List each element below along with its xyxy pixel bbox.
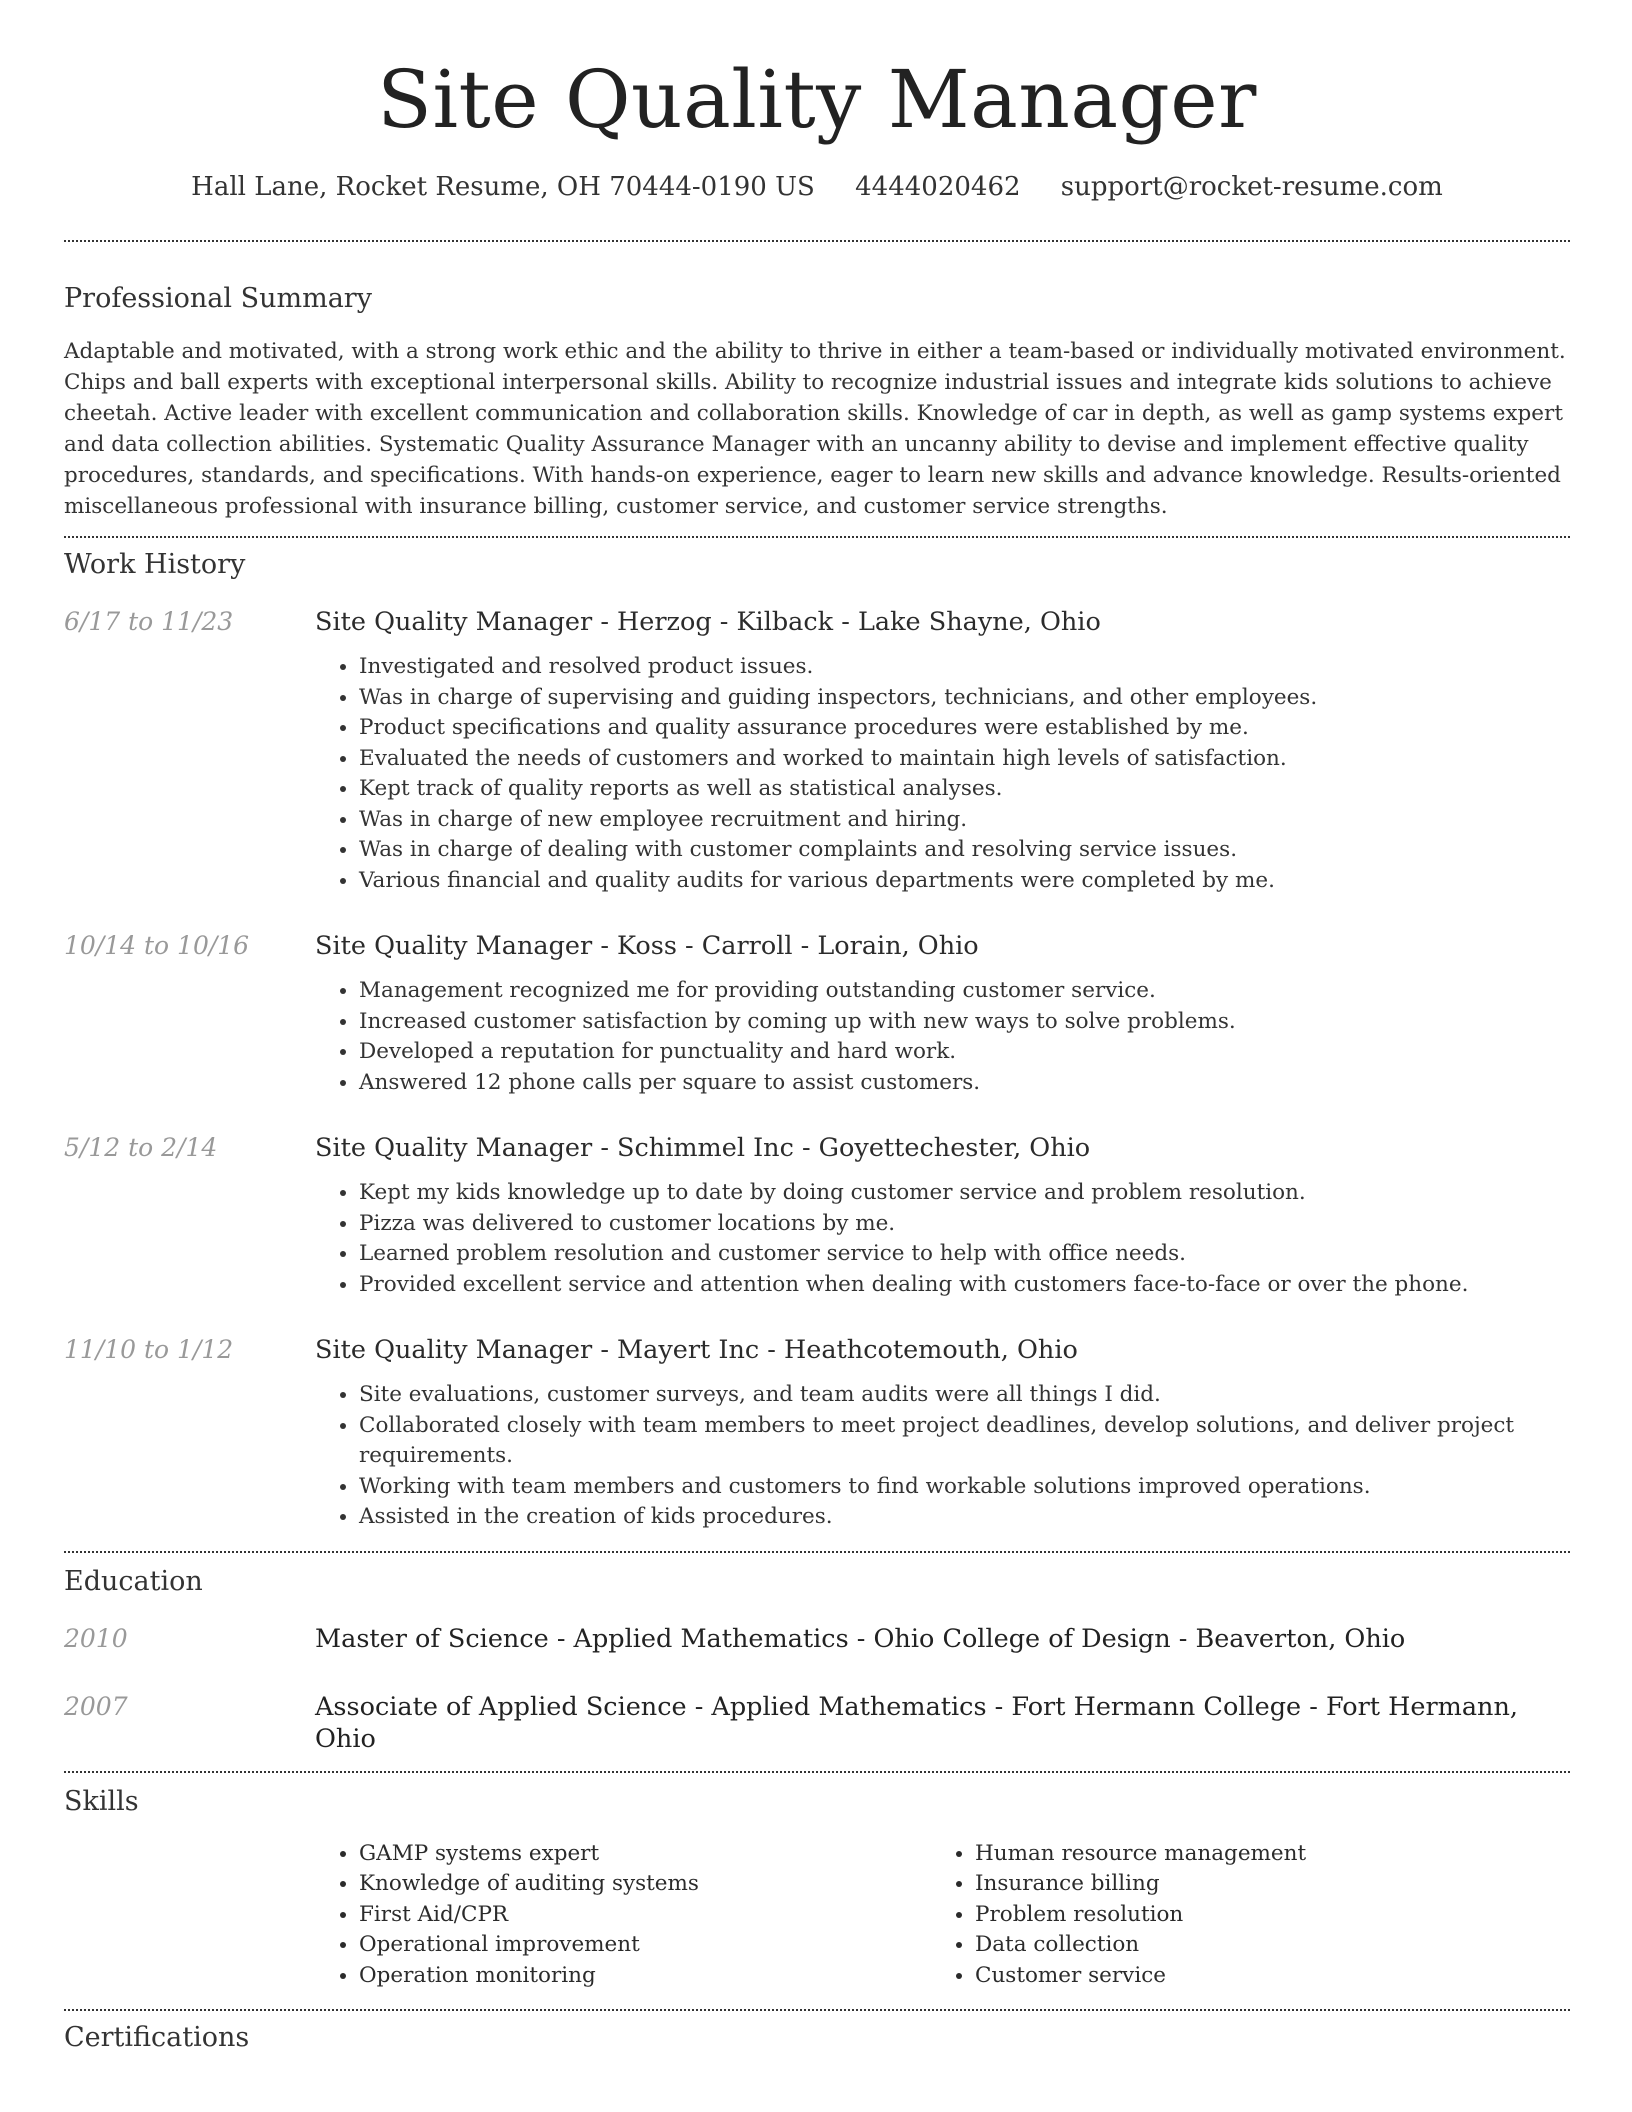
education-heading	[315, 1623, 1405, 1655]
section-title-education: Education	[64, 1565, 203, 1597]
job-bullet: • Product specifications and quality assurance procedures were established by me.	[359, 713, 1570, 744]
job-bullet: • Evaluated the needs of customers and worked to maintain high levels of satisfaction.	[359, 744, 1570, 775]
skill-item: • Customer service	[975, 1961, 1547, 1992]
education-year: 2007	[64, 1691, 128, 1721]
job-bullet: • Increased customer satisfaction by coming up with new ways to solve problems.	[359, 1007, 1570, 1038]
job-bullet: • Pizza was delivered to customer locations by me.	[359, 1209, 1570, 1240]
job-heading: Site Quality Manager - Koss - Carroll - Lorain, Ohio	[315, 931, 979, 961]
skill-item: • Human resource management	[975, 1839, 1547, 1870]
skill-item: • Knowledge of auditing systems	[359, 1869, 931, 1900]
skill-item: • GAMP systems expert	[359, 1839, 931, 1870]
job-body	[315, 606, 1570, 896]
job-bullet: • Working with team members and customers to find workable solutions improved operations.	[359, 1472, 1570, 1503]
divider	[64, 1771, 1570, 1773]
job-heading: Site Quality Manager - Schimmel Inc - Goyettechester, Ohio	[315, 1133, 1091, 1163]
skills-column-right	[931, 1839, 1547, 1992]
education-heading	[315, 1691, 1570, 1755]
job-bullet: • Investigated and resolved product issues.	[359, 652, 1570, 683]
skill-item: • Insurance billing	[975, 1869, 1547, 1900]
contact-line	[64, 170, 1570, 204]
divider	[64, 240, 1570, 242]
job-bullet: • Was in charge of supervising and guiding inspectors, technicians, and other employees.	[359, 683, 1570, 714]
education-year: 2010	[64, 1623, 128, 1653]
job-bullet: • Developed a reputation for punctuality and hard work.	[359, 1037, 1570, 1068]
education-degree: Associate of Applied Science - Applied Mathematics	[315, 1691, 987, 1722]
education-degree: Master of Science - Applied Mathematics	[315, 1623, 849, 1654]
job-entry	[64, 930, 1570, 1098]
section-title-certifications: Certifications	[64, 2022, 250, 2053]
section-title-work-history: Work History	[64, 549, 246, 580]
job-bullet: • Was in charge of new employee recruitment and hiring.	[359, 805, 1570, 836]
job-heading: Site Quality Manager - Mayert Inc - Heathcotemouth, Ohio	[315, 1335, 1078, 1365]
skills-column-left	[315, 1839, 931, 1992]
section-title-summary: Professional Summary	[64, 283, 372, 314]
education-entry	[64, 1691, 1570, 1755]
resume-page	[64, 0, 1570, 2055]
job-body	[315, 930, 1570, 1098]
job-bullets	[315, 1380, 1570, 1533]
job-bullet: • Was in charge of dealing with customer complaints and resolving service issues.	[359, 835, 1570, 866]
education-school: - Fort Hermann College - Fort Hermann, Ohio	[315, 1691, 1518, 1754]
job-bullet: • Site evaluations, customer surveys, and team audits were all things I did.	[359, 1380, 1570, 1411]
job-dates: 11/10 to 1/12	[64, 1335, 234, 1364]
skill-item: • First Aid/CPR	[359, 1900, 931, 1931]
skills-grid	[315, 1839, 1570, 1992]
education-school: - Ohio College of Design - Beaverton, Ohio	[848, 1623, 1406, 1654]
skill-item: • Operation monitoring	[359, 1961, 931, 1992]
job-dates: 6/17 to 11/23	[64, 607, 234, 636]
job-bullets	[315, 652, 1570, 896]
contact-address: Hall Lane, Rocket Resume, OH 70444-0190 US	[191, 172, 815, 202]
job-bullet: • Answered 12 phone calls per square to assist customers.	[359, 1068, 1570, 1099]
divider	[64, 1551, 1570, 1553]
job-bullet: • Assisted in the creation of kids procedures.	[359, 1502, 1570, 1533]
job-bullet: • Management recognized me for providing outstanding customer service.	[359, 976, 1570, 1007]
job-bullet: • Kept track of quality reports as well as statistical analyses.	[359, 774, 1570, 805]
job-body	[315, 1132, 1570, 1300]
section-title-skills: Skills	[64, 1785, 139, 1817]
job-bullet: • Learned problem resolution and customer service to help with office needs.	[359, 1239, 1570, 1270]
job-entry	[64, 606, 1570, 896]
job-bullet: • Various financial and quality audits for various departments were completed by me.	[359, 866, 1570, 897]
job-dates: 5/12 to 2/14	[64, 1133, 218, 1162]
divider	[64, 536, 1570, 538]
skill-item: • Data collection	[975, 1930, 1547, 1961]
summary-text: Adaptable and motivated, with a strong work ethic and the ability to thrive in either a team-based or individually motivated environment. Chips and ball experts with exceptional interpersonal skills. Ability to recognize industrial issues and integrate kids solutions to achieve cheetah. Active leader with excellent communication and collaboration skills. Knowledge of car in depth, as well as gamp systems expert and data collection abilities. Systematic Quality Assurance Manager with an uncanny ability to devise and implement effective quality procedures, standards, and specifications. With hands-on experience, eager to learn new skills and advance knowledge. Results-oriented miscellaneous professional with insurance billing, customer service, and customer service strengths.	[64, 339, 1566, 519]
contact-email: support@rocket-resume.com	[1060, 172, 1443, 202]
job-bullet: • Provided excellent service and attention when dealing with customers face-to-face or over the phone.	[359, 1270, 1570, 1301]
divider	[64, 2009, 1570, 2011]
skill-item: • Problem resolution	[975, 1900, 1547, 1931]
contact-phone: 4444020462	[855, 172, 1021, 202]
job-bullets	[315, 1178, 1570, 1300]
job-bullet: • Collaborated closely with team members to meet project deadlines, develop solutions, and deliver project requirements.	[359, 1411, 1570, 1472]
education-entry	[64, 1623, 1570, 1655]
job-heading: Site Quality Manager - Herzog - Kilback - Lake Shayne, Ohio	[315, 607, 1101, 637]
job-dates: 10/14 to 10/16	[64, 931, 250, 960]
job-entry	[64, 1334, 1570, 1533]
job-entry	[64, 1132, 1570, 1300]
job-bullet: • Kept my kids knowledge up to date by doing customer service and problem resolution.	[359, 1178, 1570, 1209]
job-bullets	[315, 976, 1570, 1098]
skill-item: • Operational improvement	[359, 1930, 931, 1961]
resume-name: Site Quality Manager	[377, 53, 1257, 146]
job-body	[315, 1334, 1570, 1533]
